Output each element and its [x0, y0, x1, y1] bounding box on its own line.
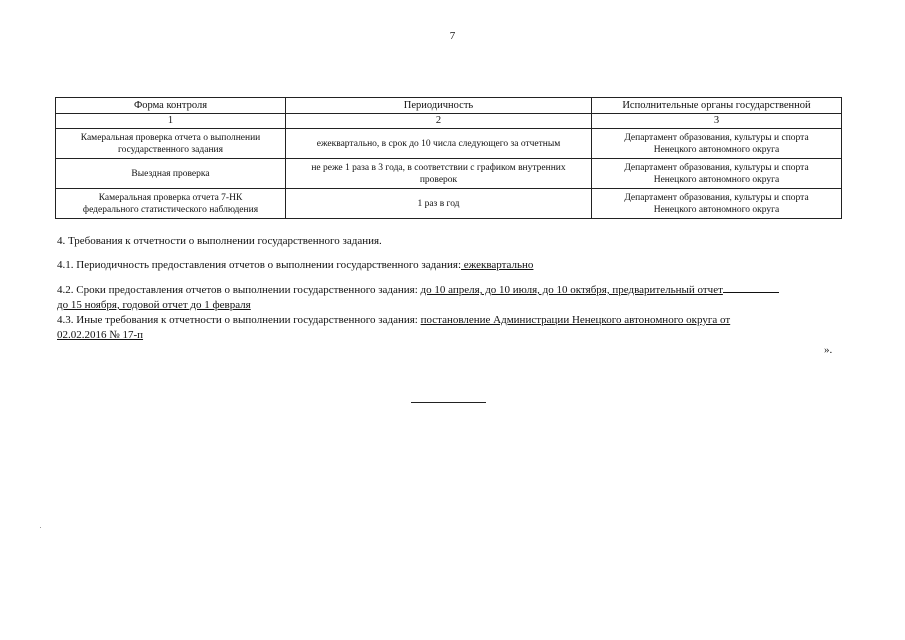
cell-line: ежеквартально, в срок до 10 числа следующего за отчетным [316, 138, 561, 149]
cell-control-form [56, 189, 286, 219]
section-4-3-label: 4.3. Иные требования к отчетности о выполнении государственного задания: [57, 314, 421, 326]
column-number: 3 [592, 114, 842, 129]
section-4-3-line-2 [57, 328, 841, 343]
section-4-2-line-1 [57, 282, 841, 298]
section-4-2-line-2 [57, 298, 841, 313]
cell-line: Выездная проверка [131, 168, 210, 179]
section-4-heading: 4. Требования к отчетности о выполнении государственного задания. [57, 235, 382, 247]
cell-line: Ненецкого автономного округа [653, 174, 780, 185]
cell-periodicity [286, 159, 592, 189]
header-control-form: Форма контроля [56, 98, 286, 114]
section-4-1 [57, 258, 841, 273]
table-row [56, 189, 842, 219]
cell-line: Камеральная проверка отчета 7-НК [98, 192, 243, 203]
section-4-2 [57, 282, 841, 313]
page-number: 7 [449, 30, 456, 42]
column-number: 2 [286, 114, 592, 129]
cell-executive-organ [592, 189, 842, 219]
cell-executive-organ [592, 159, 842, 189]
scan-speck [40, 527, 41, 528]
section-4-3-line-1 [57, 313, 841, 328]
fill-underline [723, 282, 779, 293]
control-table [55, 97, 842, 219]
cell-line: Департамент образования, культуры и спорта [624, 162, 809, 173]
section-4-1-label: 4.1. Периодичность предоставления отчетов о выполнении государственного задания: [57, 259, 462, 271]
cell-periodicity [286, 129, 592, 159]
section-4-2-value-continued: до 15 ноября, годовой отчет до 1 февраля [57, 299, 251, 311]
table-row [56, 159, 842, 189]
cell-line: Департамент образования, культуры и спорта [624, 132, 809, 143]
end-of-document-rule [411, 402, 486, 403]
cell-control-form [56, 159, 286, 189]
cell-line: не реже 1 раза в 3 года, в соответствии с графиком внутренних [311, 162, 566, 173]
cell-line: Ненецкого автономного округа [653, 204, 780, 215]
cell-line: Камеральная проверка отчета о выполнении [80, 132, 261, 143]
section-4-1-value: ежеквартально [461, 259, 534, 271]
cell-line: Департамент образования, культуры и спорта [624, 192, 809, 203]
table-header-row [56, 98, 842, 114]
section-4-2-label: 4.2. Сроки предоставления отчетов о выполнении государственного задания: [57, 284, 421, 296]
section-4-3-value: постановление Администрации Ненецкого автономного округа от [420, 314, 731, 326]
section-4-3-value-continued: 02.02.2016 № 17-п [57, 329, 144, 341]
cell-line: 1 раз в год [417, 198, 460, 209]
cell-periodicity [286, 189, 592, 219]
cell-control-form [56, 129, 286, 159]
cell-executive-organ [592, 129, 842, 159]
section-4-3 [57, 313, 841, 343]
cell-line: государственного задания [118, 144, 223, 155]
table-row [56, 129, 842, 159]
header-executive-organs: Исполнительные органы государственной [592, 98, 842, 114]
cell-line: федерального статистического наблюдения [82, 204, 259, 215]
cell-line: Ненецкого автономного округа [653, 144, 780, 155]
closing-quote: ». [824, 344, 833, 356]
section-4-2-value: до 10 апреля, до 10 июля, до 10 октября, предварительный отчет [420, 284, 723, 296]
cell-line: проверок [419, 174, 458, 185]
column-number: 1 [56, 114, 286, 129]
header-periodicity: Периодичность [286, 98, 592, 114]
table-number-row [56, 114, 842, 129]
